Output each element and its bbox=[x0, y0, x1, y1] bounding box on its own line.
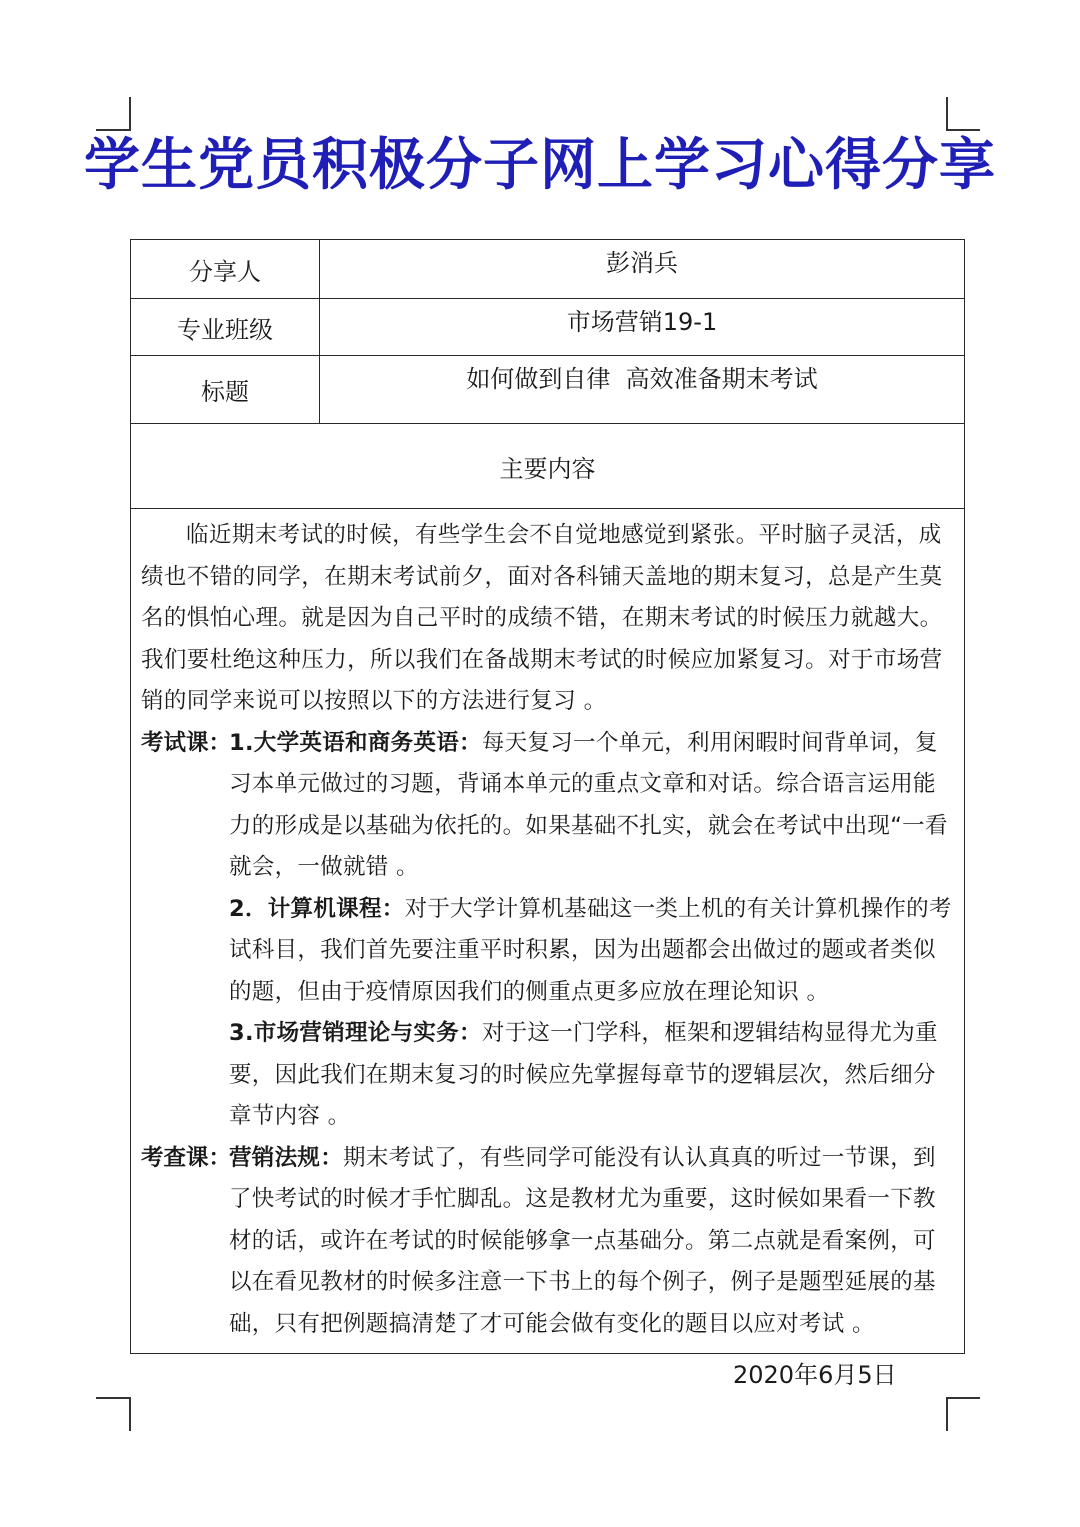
exam-course-1-body bbox=[229, 723, 958, 889]
sharing-form-table bbox=[130, 239, 965, 1354]
intro-paragraph: 临近期末考试的时候，有些学生会不自觉地感觉到紧张。平时脑子灵活，成绩也不错的同学，在期末考试前夕，面对各科铺天盖地的期末复习，总是产生莫名的惧怕心理。就是因为自己平时的成绩不错，在期末考试的时候压力就越大。 我们要杜绝这种压力，所以我们在备战期末考试的时候应加紧复习。对于市场营销的同学来说可以按照以下的方法进行复习 。 bbox=[141, 522, 943, 714]
row-class bbox=[131, 299, 965, 356]
sharer-label: 分享人 bbox=[131, 240, 320, 299]
exam-course-item-3 bbox=[229, 1013, 958, 1138]
document-date: 2020年6月5日 bbox=[733, 1361, 897, 1389]
check-course-text: 期末考试了，有些同学可能没有认认真真的听过一节课，到了快考试的时候才手忙脚乱。这是教材尤为重要，这时候如果看一下教材的话，或许在考试的时候能够拿一点基础分。第二点就是看案例，可以在看见教材的时候多注意一下书上的每个例子，例子是题型延展的基础，只有把例题搞清楚了才可能会做有变化的题目以应对考试 。 bbox=[229, 1144, 936, 1337]
exam-course-3-text: 对于这一门学科，框架和逻辑结构显得尤为重要，因此我们在期末复习的时候应先掌握每章节的逻辑层次，然后细分章节内容 。 bbox=[229, 1020, 938, 1129]
exam-course-2-heading: 2．计算机课程： bbox=[229, 895, 405, 922]
main-content bbox=[131, 509, 965, 1354]
section-title: 主要内容 bbox=[131, 424, 965, 509]
sharer-value: 彭消兵 bbox=[320, 240, 965, 299]
row-section-header bbox=[131, 424, 965, 509]
check-course-item bbox=[141, 1138, 958, 1346]
exam-course-item-2 bbox=[229, 889, 958, 1014]
exam-course-label: 考试课： bbox=[141, 729, 232, 756]
exam-course-3-heading: 3.市场营销理论与实务： bbox=[229, 1020, 482, 1046]
check-course-body bbox=[229, 1138, 958, 1346]
topic-text: 如何做到自律 高效准备期末考试 bbox=[466, 365, 818, 393]
class-value: 市场营销19-1 bbox=[320, 299, 965, 356]
exam-course-item-1 bbox=[141, 723, 958, 889]
check-course-label: 考查课： bbox=[141, 1144, 232, 1171]
check-course-heading: 营销法规： bbox=[229, 1144, 344, 1171]
topic-label: 标题 bbox=[131, 356, 320, 424]
document-title: 学生党员积极分子网上学习心得分享 bbox=[84, 133, 996, 198]
class-label: 专业班级 bbox=[131, 299, 320, 356]
exam-course-1-heading: 1.大学英语和商务英语： bbox=[229, 729, 482, 756]
exam-course-2-text: 对于大学计算机基础这一类上机的有关计算机操作的考试科目，我们首先要注重平时积累，因为出题都会出做过的题或者类似的题，但由于疫情原因我们的侧重点更多应放在理论知识 。 bbox=[229, 895, 952, 1005]
row-topic bbox=[131, 356, 965, 424]
row-content bbox=[131, 509, 965, 1354]
row-sharer bbox=[131, 240, 965, 299]
exam-course-1-text: 每天复习一个单元，利用闲暇时间背单词，复习本单元做过的习题，背诵本单元的重点文章和对话。综合语言运用能力的形成是以基础为依托的。如果基础不扎实，就会在考试中出现“一看就会，一做就错 。 bbox=[229, 729, 948, 880]
topic-value bbox=[320, 356, 965, 424]
